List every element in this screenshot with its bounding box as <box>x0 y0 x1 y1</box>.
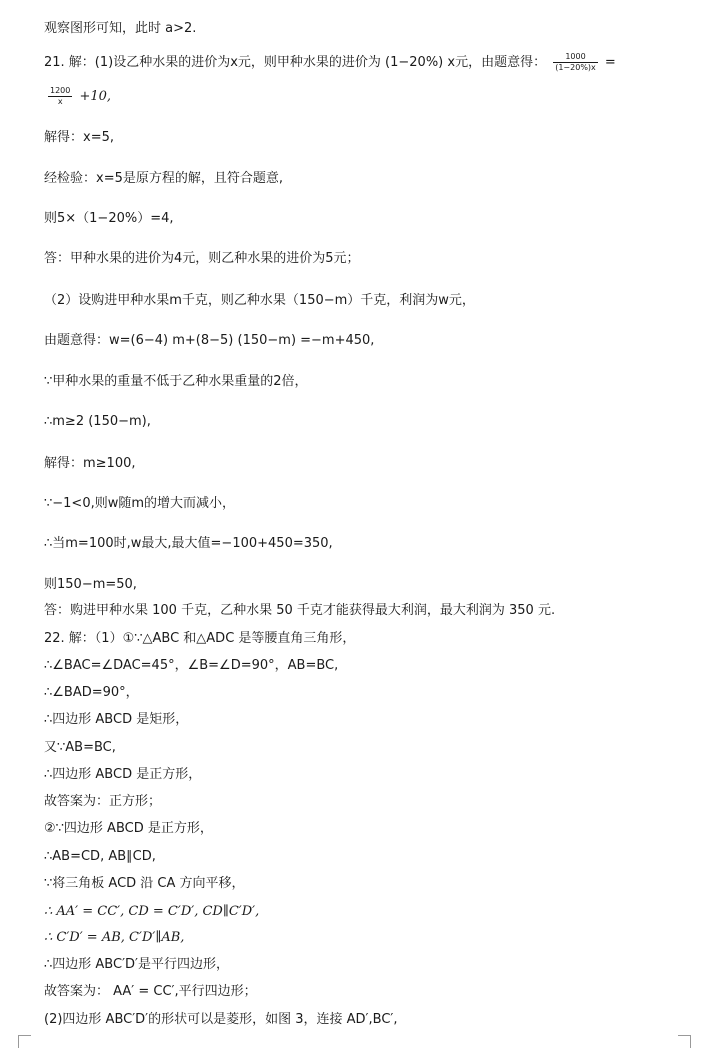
equals-sign: = <box>604 55 616 70</box>
fraction-1200 <box>48 86 72 107</box>
text-line: ∴ AA′ = CC′, CD = C′D′, CD∥C′D′, <box>44 904 260 919</box>
text-line: ∴四边形 ABC′D′是平行四边形， <box>44 957 229 972</box>
text-line: 又∵AB=BC, <box>44 740 116 755</box>
text-line: ∴四边形 ABCD 是正方形， <box>44 767 202 782</box>
text-line: ∵甲种水果的重量不低于乙种水果重量的2倍， <box>44 374 308 389</box>
text-line: 解得：x=5, <box>44 130 114 145</box>
problem-21-heading <box>44 52 689 73</box>
text-line: 经检验：x=5是原方程的解，且符合题意, <box>44 171 283 186</box>
page-corner-mark-right <box>678 1035 691 1048</box>
fraction-numerator: 1200 <box>50 86 71 95</box>
text-line: 解得：m≥100, <box>44 456 136 471</box>
text-line: 则150−m=50, <box>44 577 137 592</box>
text-line: ∵将三角板 ACD 沿 CA 方向平移， <box>44 876 245 891</box>
fraction-numerator: 1000 <box>553 52 598 63</box>
text-line: ∴∠BAC=∠DAC=45°，∠B=∠D=90°，AB=BC, <box>44 658 339 673</box>
text-line: 答：购进甲种水果 100 千克，乙种水果 50 千克才能获得最大利润，最大利润为 350 元. <box>44 603 556 618</box>
text-line: ∴AB=CD, AB∥CD, <box>44 849 156 864</box>
text-line: 22. 解：（1）①∵△ABC 和△ADC 是等腰直角三角形， <box>44 631 356 646</box>
text-line: ②∵四边形 ABCD 是正方形， <box>44 821 213 836</box>
fraction-1000 <box>553 52 598 73</box>
text-line: 故答案为： AA′ = CC′,平行四边形； <box>44 984 257 999</box>
fraction-denominator: (1−20%)x <box>555 63 596 72</box>
text-line: ∴当m=100时,w最大,最大值=−100+450=350, <box>44 536 333 551</box>
fraction-denominator: x <box>57 97 63 106</box>
text-line: ∴ C′D′ = AB, C′D′∥AB, <box>44 930 185 945</box>
text-line: (2)四边形 ABC′D′的形状可以是菱形，如图 3，连接 AD′,BC′, <box>44 1012 398 1027</box>
page-corner-mark-left <box>18 1035 31 1048</box>
text-line: ∴四边形 ABCD 是矩形， <box>44 712 189 727</box>
text-line: 21. 解：(1)设乙种水果的进价为x元，则甲种水果的进价为 (1−20%) x元，由题意得： <box>44 55 547 70</box>
text-line: 故答案为：正方形； <box>44 794 162 809</box>
text-line: ∵−1<0,则w随m的增大而减小， <box>44 496 236 511</box>
text-line: 观察图形可知，此时 a>2. <box>44 21 197 36</box>
text-line: （2）设购进甲种水果m千克，则乙种水果（150−m）千克，利润为w元， <box>44 293 475 308</box>
text-line: ∴∠BAD=90°， <box>44 685 139 700</box>
equation-rest: +10, <box>79 89 112 104</box>
text-line: 答：甲种水果的进价为4元，则乙种水果的进价为5元； <box>44 251 360 266</box>
text-line: ∴m≥2 (150−m), <box>44 414 151 429</box>
text-line: 则5×（1−20%）=4, <box>44 211 174 226</box>
equation-continuation <box>44 86 689 107</box>
text-line: 由题意得：w=(6−4) m+(8−5) (150−m) =−m+450, <box>44 333 375 348</box>
